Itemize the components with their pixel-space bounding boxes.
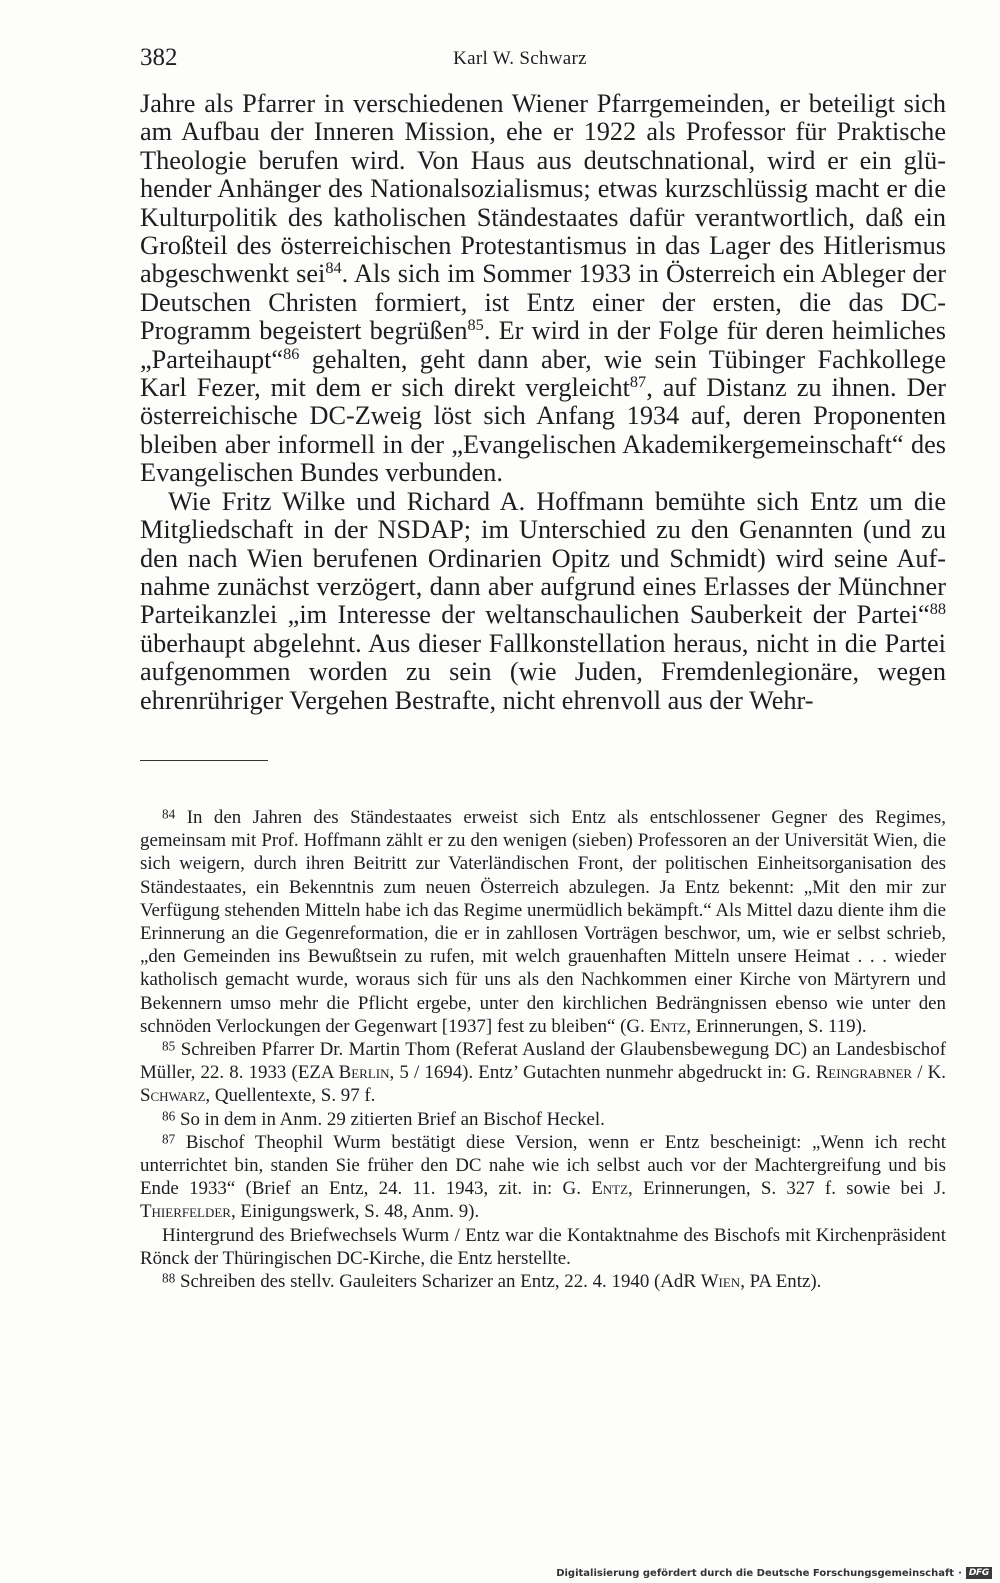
footnote-text: , Erinnerungen, S. 119). [686, 1015, 867, 1037]
dfg-separator: · [958, 1567, 962, 1579]
main-text [140, 90, 946, 715]
page-number: 382 [140, 44, 178, 71]
footnote-text: , 5 / 1694). Entz’ Gutachten nunmehr abgedruckt in: G. [389, 1062, 816, 1084]
footnote-87-continued: Hintergrund des Briefwechsels Wurm / Entz war die Kontaktnahme des Bischofs mit Kirchenpräsident Rönck der Thüringischen DC-Kirche, die Entz herstellte. [140, 1224, 946, 1269]
footnote-number: 88 [162, 1270, 176, 1286]
footnote-85 [140, 1038, 946, 1108]
footnotes [140, 806, 946, 1293]
text-run: , auf Distanz zu ihnen. Der österreichische DC-Zweig löst sich Anfang 1934 auf, deren Proponenten bleiben aber informell in der „Evangelischen Akademikergemeinschaft“ des Evangelischen Bundes verbunden. [140, 373, 947, 488]
author-name: Entz [649, 1015, 687, 1037]
archive-name: Berlin [338, 1062, 390, 1084]
footnote-84 [140, 806, 946, 1038]
credit-text: Digitalisierung gefördert durch die Deutsche Forschungsgemeinschaft [556, 1567, 955, 1579]
footnote-ref-86[interactable]: 86 [283, 343, 300, 363]
footnote-text: So in dem in Anm. 29 zitierten Brief an Bischof Heckel. [179, 1108, 605, 1130]
author-name: Reingrabner [815, 1062, 913, 1084]
footnote-text: Schreiben des stellv. Gauleiters Scharizer an Entz, 22. 4. 1940 (AdR [179, 1271, 701, 1293]
footnote-88 [140, 1270, 946, 1293]
digitization-credit [556, 1565, 992, 1581]
footnote-number: 84 [162, 806, 176, 822]
footnote-number: 85 [162, 1038, 176, 1054]
footnote-text: In den Jahren des Ständestaates erweist sich Entz als entschlossener Gegner des Regimes, gemeinsam mit Prof. Hoffmann zählt er zu den wenigen (sieben) Professoren an der Universität Wien, die sich weigern, durch ihren Beitritt zur Vaterländischen Front, der politischen Einheitsorganisation des Ständestaates, ein Bekenntnis zum neuen Österreich abzulegen. Ja Entz bekennt: „Mit den mir zur Verfügung stehenden Mitteln habe ich das Regime unermüdlich bekämpft.“ Als Mittel dazu diente ihm die Erinnerung an die Gegenreformation, die er in zahllosen Vorträgen beschwor, um, wie er selbst schrieb, „den Gemeinden ins Bewußtsein zu rufen, mit welch grauenhaften Mitteln unsere Heimat . . . wieder katholisch gemacht wurde, woraus sich für uns als den Nachkommen einer Kirche von Märtyrern und Bekennern umso mehr die Pflicht ergebe, unter den kirchlichen Bedrängnissen ebenso wie unter den schnöden Verlockungen der Gegenwart [1937] fest zu bleiben“ (G. [140, 807, 946, 1037]
footnote-text: , Quellentexte, S. 97 f. [205, 1085, 376, 1107]
text-run: überhaupt abgelehnt. Aus dieser Fallkonstellation heraus, nicht in die Partei aufgenommen worden zu sein (wie Juden, Fremdenlegionäre, wegen ehrenrühriger Vergehen Bestrafte, nicht ehrenvoll aus der Wehr- [140, 628, 946, 715]
footnote-text: , PA Entz). [740, 1271, 822, 1293]
running-head: Karl W. Schwarz [453, 48, 587, 69]
footnote-text: , Erinnerungen, S. 327 f. sowie bei J. [628, 1178, 946, 1200]
footnote-ref-87[interactable]: 87 [629, 372, 647, 392]
text-run: Jahre als Pfarrer in verschiedenen Wiener Pfarrgemeinden, er beteiligt sich am Aufbau der Inneren Mission, ehe er 1922 als Professor für Praktische Theologie berufen wird. Von Haus aus deutschnational, wird er ein glühender Anhänger des Nationalsozialismus; etwas kurzschlüssig macht er die Kulturpolitik des katholischen Ständestaates dafür verantwortlich, daß ein Großteil des österreichischen Protestantismus in das Lager des Hitlerismus abgeschwenkt sei [140, 89, 946, 289]
footnote-text: Bischof Theophil Wurm bestätigt diese Version, wenn er Entz bescheinigt: „Wenn ich recht unterrichtet bin, standen Sie früher den DC nahe wie ich selbst auch vor der Machtergreifung und bis Ende 1933“ (Brief an Entz, 24. 11. 1943, zit. in: G. [140, 1131, 946, 1200]
footnote-text: , Einigungswerk, S. 48, Anm. 9). [230, 1201, 480, 1223]
text-run: gehalten, geht dann aber, wie sein Tübinger Fachkollege Karl Fezer, mit dem er sich direkt vergleicht [140, 344, 946, 403]
paragraph-1 [140, 90, 946, 488]
footnote-86 [140, 1108, 946, 1131]
paragraph-2 [140, 488, 946, 715]
footnote-ref-88[interactable]: 88 [929, 599, 946, 619]
footnote-text: / K. [912, 1062, 946, 1084]
footnote-number: 87 [162, 1131, 176, 1147]
archive-name: Wien [700, 1271, 741, 1293]
dfg-logo[interactable]: DFG [966, 1567, 992, 1579]
text-run: Wie Fritz Wilke und Richard A. Hoffmann bemühte sich Entz um die Mitgliedschaft in der NSDAP; im Unterschied zu den Genannten (und zu den nach Wien berufenen Ordinarien Opitz und Schmidt) wird seine Aufnahme zunächst verzögert, dann aber aufgrund eines Erlasses der Münchner Parteikanzlei „im Interesse der weltanschaulichen Sauberkeit der Partei“ [140, 486, 946, 630]
text-run: . Als sich im Sommer 1933 in Österreich ein Ableger der Deutschen Christen formiert, ist Entz einer der ersten, die das DC-Programm begeistert begrüßen [140, 259, 947, 346]
footnote-ref-84[interactable]: 84 [325, 258, 342, 278]
footnote-divider [140, 760, 268, 761]
footnote-number: 86 [162, 1108, 176, 1124]
author-name: Thierfelder [140, 1201, 231, 1223]
text-run: . Er wird in der Folge für deren heimliches „Parteihaupt“ [140, 316, 947, 374]
author-name: Entz [591, 1178, 629, 1200]
footnote-ref-85[interactable]: 85 [467, 315, 484, 335]
footnote-87 [140, 1131, 946, 1224]
author-name: Schwarz [140, 1085, 206, 1107]
page-header [140, 44, 900, 76]
footnote-text: Schreiben Pfarrer Dr. Martin Thom (Referat Ausland der Glaubensbewegung DC) an Landesbischof Müller, 22. 8. 1933 (EZA [140, 1039, 946, 1084]
